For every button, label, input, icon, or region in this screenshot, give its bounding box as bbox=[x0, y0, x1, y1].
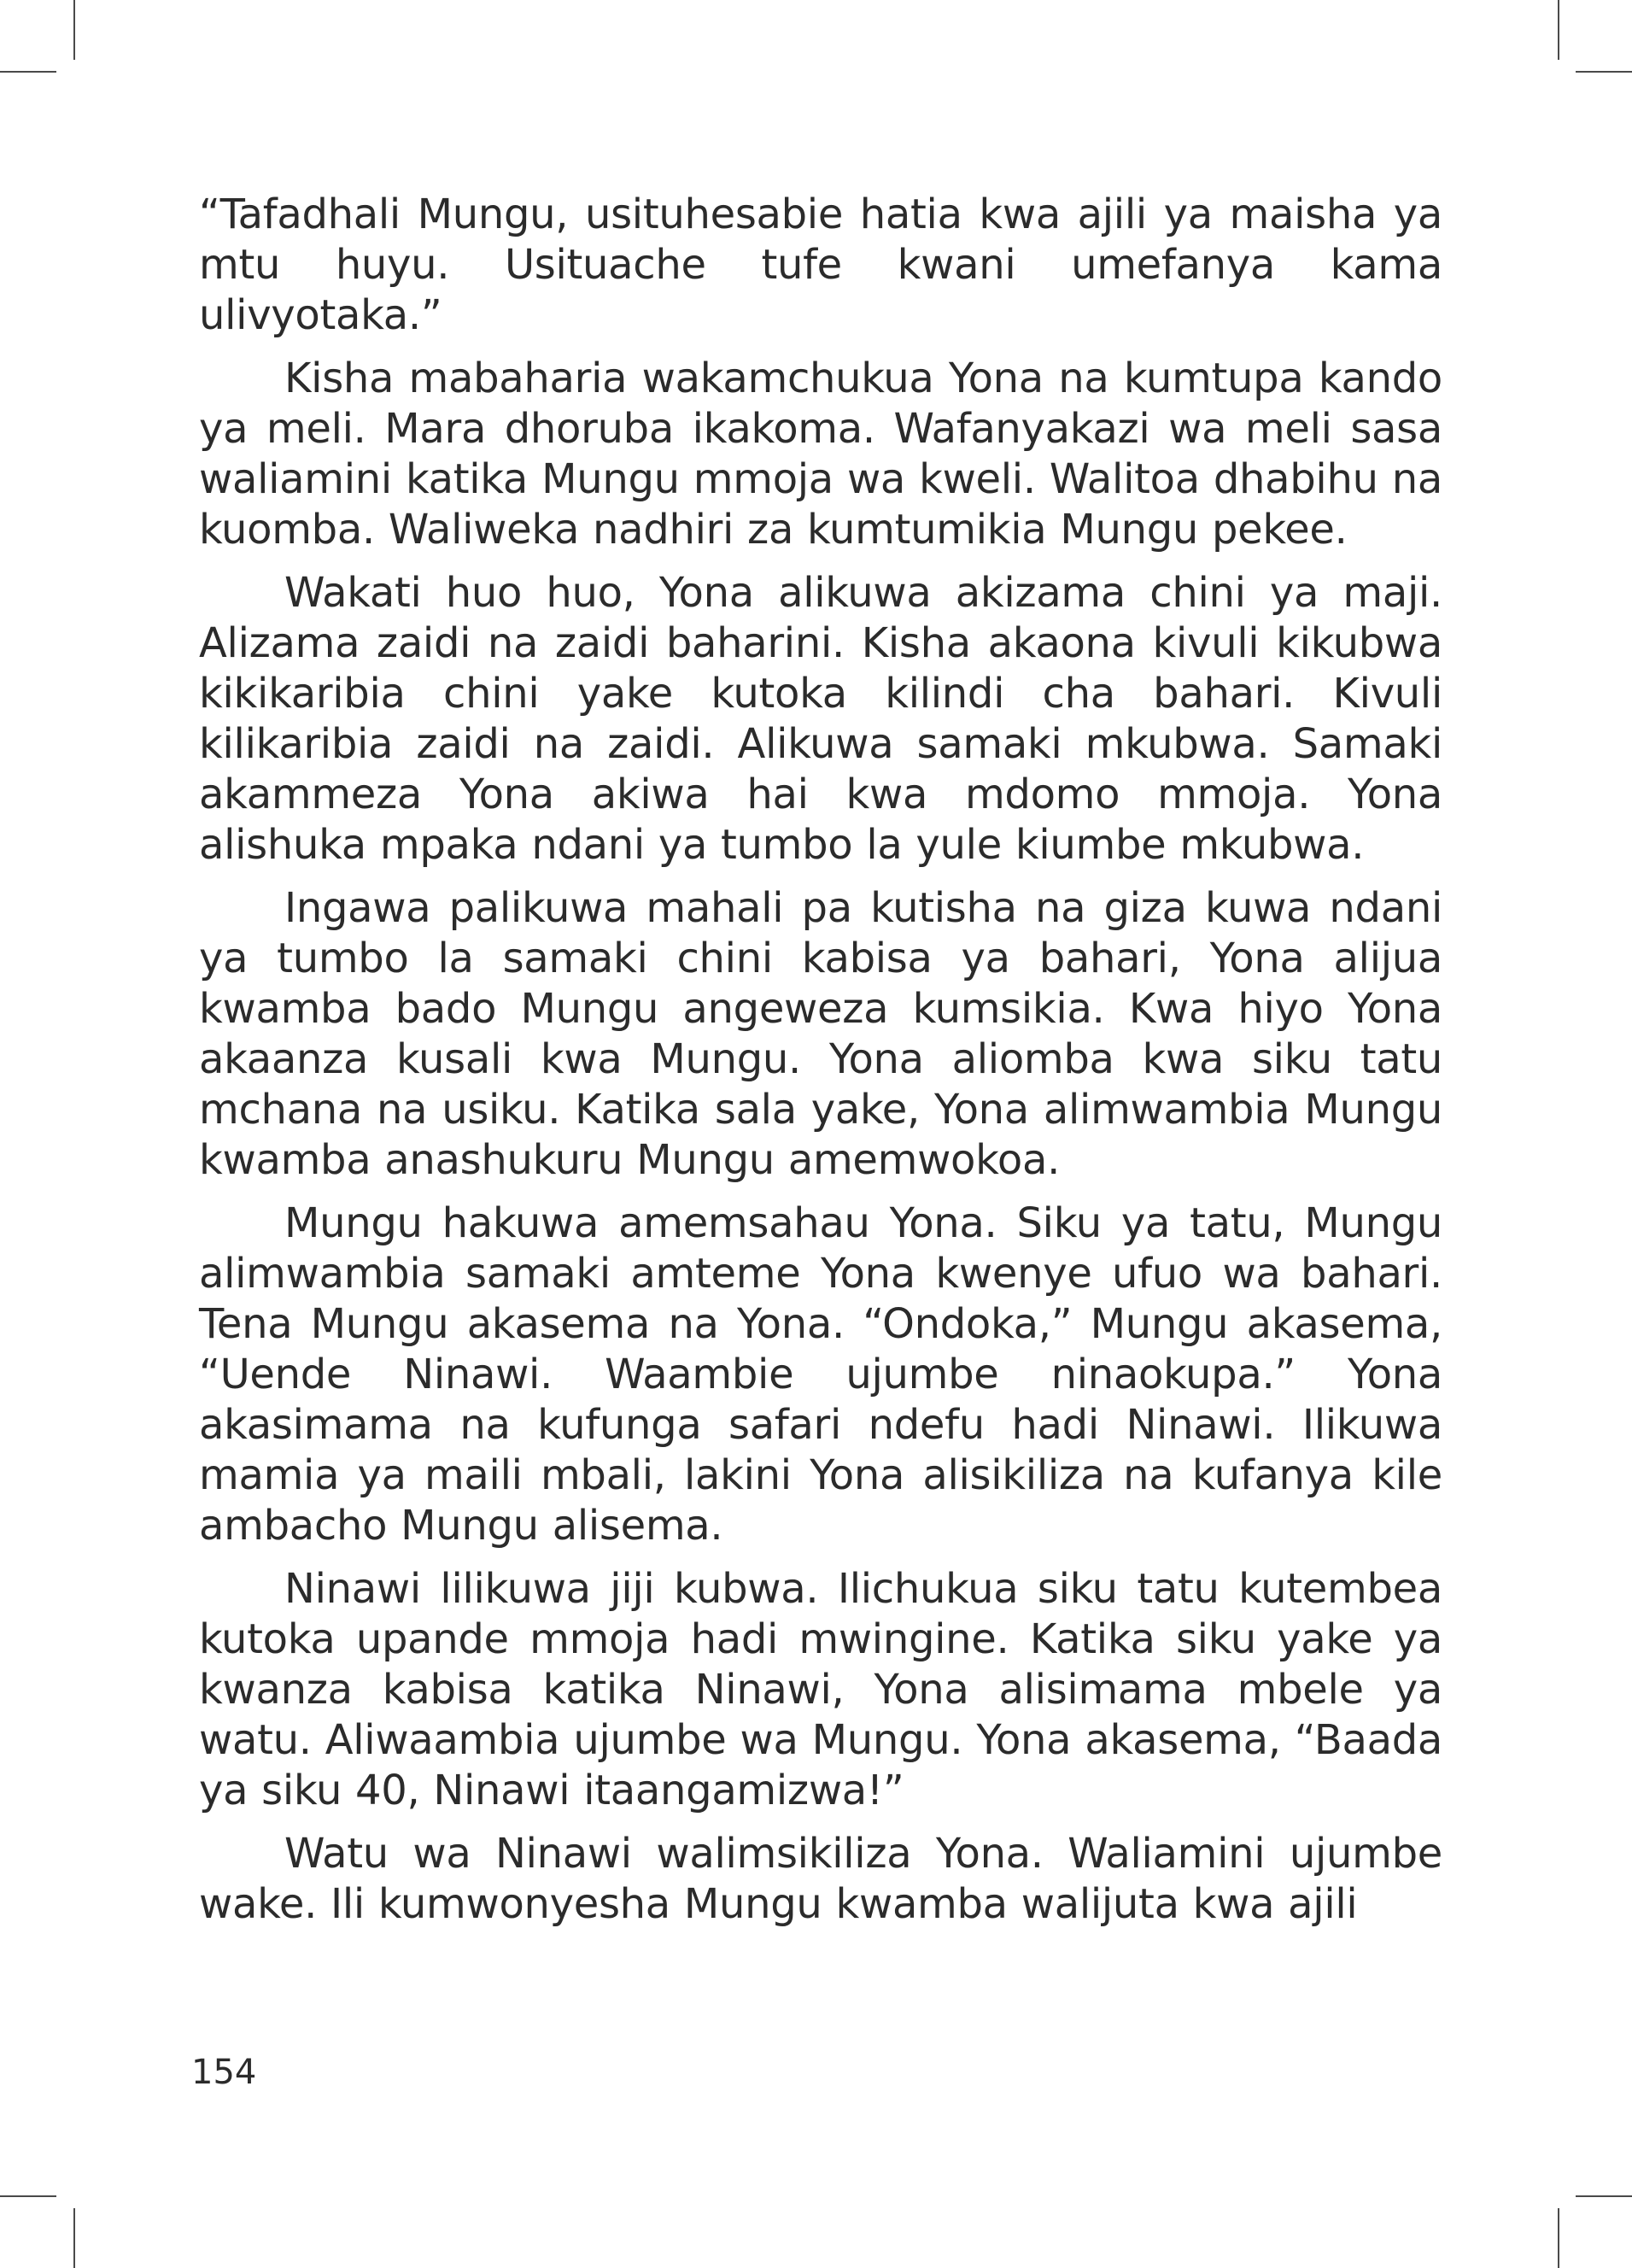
crop-mark-bottom-right-horizontal bbox=[1576, 2195, 1632, 2197]
crop-mark-top-left-horizontal bbox=[0, 71, 56, 73]
paragraph-1: “Tafadhali Mungu, usituhesabie hatia kwa ajili ya maisha ya mtu huyu. Usituache tufe kwani umefanya kama ulivyotaka.” bbox=[199, 190, 1442, 339]
crop-mark-top-left-vertical bbox=[73, 0, 75, 60]
body-text bbox=[199, 190, 1442, 1930]
paragraph-5: Mungu hakuwa amemsahau Yona. Siku ya tatu, Mungu alimwambia samaki amteme Yona kwenye ufuo wa bahari. Tena Mungu akasema na Yona. “Ondoka,” Mungu akasema, “Uende Ninawi. Waambie ujumbe ninaokupa.” Yona akasimama na kufunga safari ndefu hadi Ninawi. Ilikuwa mamia ya maili mbali, lakini Yona alisikiliza na kufanya kile ambacho Mungu alisema. bbox=[199, 1199, 1442, 1550]
crop-mark-bottom-left-horizontal bbox=[0, 2195, 56, 2197]
crop-mark-top-right-horizontal bbox=[1576, 71, 1632, 73]
paragraph-4: Ingawa palikuwa mahali pa kutisha na giza kuwa ndani ya tumbo la samaki chini kabisa ya bahari, Yona alijua kwamba bado Mungu angeweza kumsikia. Kwa hiyo Yona akaanza kusali kwa Mungu. Yona aliomba kwa siku tatu mchana na usiku. Katika sala yake, Yona alimwambia Mungu kwamba anashukuru Mungu amemwokoa. bbox=[199, 884, 1442, 1184]
paragraph-7: Watu wa Ninawi walimsikiliza Yona. Waliamini ujumbe wake. Ili kumwonyesha Mungu kwamba walijuta kwa ajili bbox=[199, 1830, 1442, 1928]
page-number: 154 bbox=[191, 2053, 257, 2092]
paragraph-2: Kisha mabaharia wakamchukua Yona na kumtupa kando ya meli. Mara dhoruba ikakoma. Wafanyakazi wa meli sasa waliamini katika Mungu mmoja wa kweli. Walitoa dhabihu na kuomba. Waliweka nadhiri za kumtumikia Mungu pekee. bbox=[199, 355, 1442, 554]
paragraph-3: Wakati huo huo, Yona alikuwa akizama chini ya maji. Alizama zaidi na zaidi baharini. Kisha akaona kivuli kikubwa kikikaribia chini yake kutoka kilindi cha bahari. Kivuli kilikaribia zaidi na zaidi. Alikuwa samaki mkubwa. Samaki akammeza Yona akiwa hai kwa mdomo mmoja. Yona alishuka mpaka ndani ya tumbo la yule kiumbe mkubwa. bbox=[199, 569, 1442, 869]
crop-mark-top-right-vertical bbox=[1558, 0, 1559, 60]
crop-mark-bottom-right-vertical bbox=[1558, 2208, 1559, 2268]
crop-mark-bottom-left-vertical bbox=[73, 2208, 75, 2268]
paragraph-6: Ninawi lilikuwa jiji kubwa. Ilichukua siku tatu kutembea kutoka upande mmoja hadi mwingine. Katika siku yake ya kwanza kabisa katika Ninawi, Yona alisimama mbele ya watu. Aliwaambia ujumbe wa Mungu. Yona akasema, “Baada ya siku 40, Ninawi itaangamizwa!” bbox=[199, 1565, 1442, 1814]
